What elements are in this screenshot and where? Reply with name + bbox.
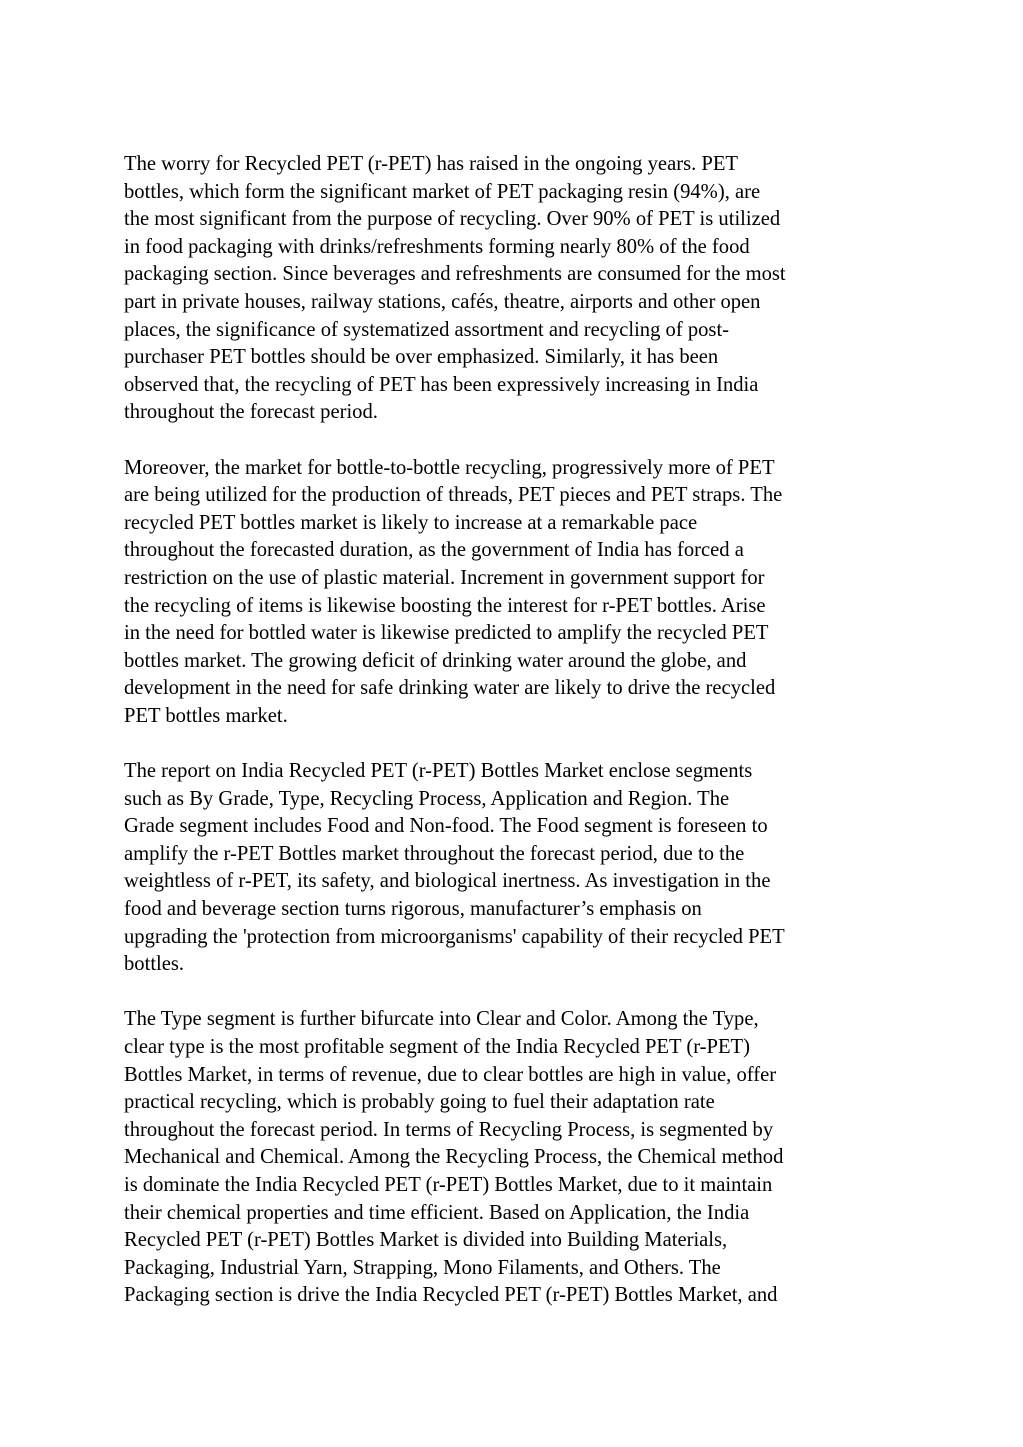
paragraph-line: throughout the forecast period. [124,401,378,424]
paragraph-line: observed that, the recycling of PET has been expressively increasing in India [124,373,759,396]
paragraph-line: The report on India Recycled PET (r-PET) Bottles Market enclose segments [124,760,753,783]
paragraph-line: the recycling of items is likewise boosting the interest for r-PET bottles. Arise [124,594,766,617]
paragraph-line: such as By Grade, Type, Recycling Process, Application and Region. The [124,787,730,810]
paragraph-1 [124,151,904,427]
paragraph-line: bottles. [124,953,185,976]
paragraph-line: The Type segment is further bifurcate into Clear and Color. Among the Type, [124,1008,759,1031]
paragraph-line: the most significant from the purpose of recycling. Over 90% of PET is utilized [124,208,781,231]
paragraph-2 [124,455,904,731]
paragraph-line: Recycled PET (r-PET) Bottles Market is divided into Building Materials, [124,1229,728,1252]
paragraph-line: is dominate the India Recycled PET (r-PET) Bottles Market, due to it maintain [124,1173,773,1196]
paragraph-line: food and beverage section turns rigorous, manufacturer’s emphasis on [124,898,702,921]
paragraph-line: Packaging, Industrial Yarn, Strapping, Mono Filaments, and Others. The [124,1256,721,1279]
paragraph-line: development in the need for safe drinking water are likely to drive the recycled [124,677,776,700]
paragraph-line: Mechanical and Chemical. Among the Recycling Process, the Chemical method [124,1146,784,1169]
paragraph-3 [124,758,904,979]
paragraph-line: The worry for Recycled PET (r-PET) has raised in the ongoing years. PET [124,153,738,175]
paragraph-line: packaging section. Since beverages and refreshments are consumed for the most [124,263,786,286]
paragraph-line: amplify the r-PET Bottles market throughout the forecast period, due to the [124,842,745,865]
paragraph-line: part in private houses, railway stations, cafés, theatre, airports and other open [124,290,761,313]
paragraph-line: PET bottles market. [124,704,288,727]
paragraph-line: clear type is the most profitable segment of the India Recycled PET (r-PET) [124,1036,750,1058]
paragraph-line: purchaser PET bottles should be over emphasized. Similarly, it has been [124,346,719,369]
paragraph-line: upgrading the 'protection from microorganisms' capability of their recycled PET [124,925,785,948]
paragraph-line: bottles, which form the significant market of PET packaging resin (94%), are [124,180,761,203]
paragraph-line: Moreover, the market for bottle-to-bottle recycling, progressively more of PET [124,456,775,479]
paragraph-line: are being utilized for the production of threads, PET pieces and PET straps. The [124,484,783,507]
paragraph-line: Grade segment includes Food and Non-food. The Food segment is foreseen to [124,815,768,838]
paragraph-line: weightless of r-PET, its safety, and biological inertness. As investigation in the [124,870,771,893]
paragraph-line: their chemical properties and time efficient. Based on Application, the India [124,1201,750,1224]
paragraph-line: practical recycling, which is probably going to fuel their adaptation rate [124,1091,715,1114]
paragraph-line: in food packaging with drinks/refreshments forming nearly 80% of the food [124,235,750,258]
paragraph-line: in the need for bottled water is likewise predicted to amplify the recycled PET [124,622,769,645]
paragraph-line: Bottles Market, in terms of revenue, due to clear bottles are high in value, offer [124,1063,777,1086]
paragraph-line: throughout the forecast period. In terms of Recycling Process, is segmented by [124,1118,774,1141]
paragraph-line: places, the significance of systematized assortment and recycling of post- [124,318,730,341]
paragraph-4 [124,1006,904,1310]
paragraph-line: restriction on the use of plastic material. Increment in government support for [124,566,765,589]
paragraph-line: bottles market. The growing deficit of drinking water around the globe, and [124,649,747,672]
paragraph-line: throughout the forecasted duration, as the government of India has forced a [124,539,744,562]
document-body [124,151,904,1338]
paragraph-line: Packaging section is drive the India Recycled PET (r-PET) Bottles Market, and [124,1284,778,1307]
paragraph-line: recycled PET bottles market is likely to increase at a remarkable pace [124,511,698,534]
